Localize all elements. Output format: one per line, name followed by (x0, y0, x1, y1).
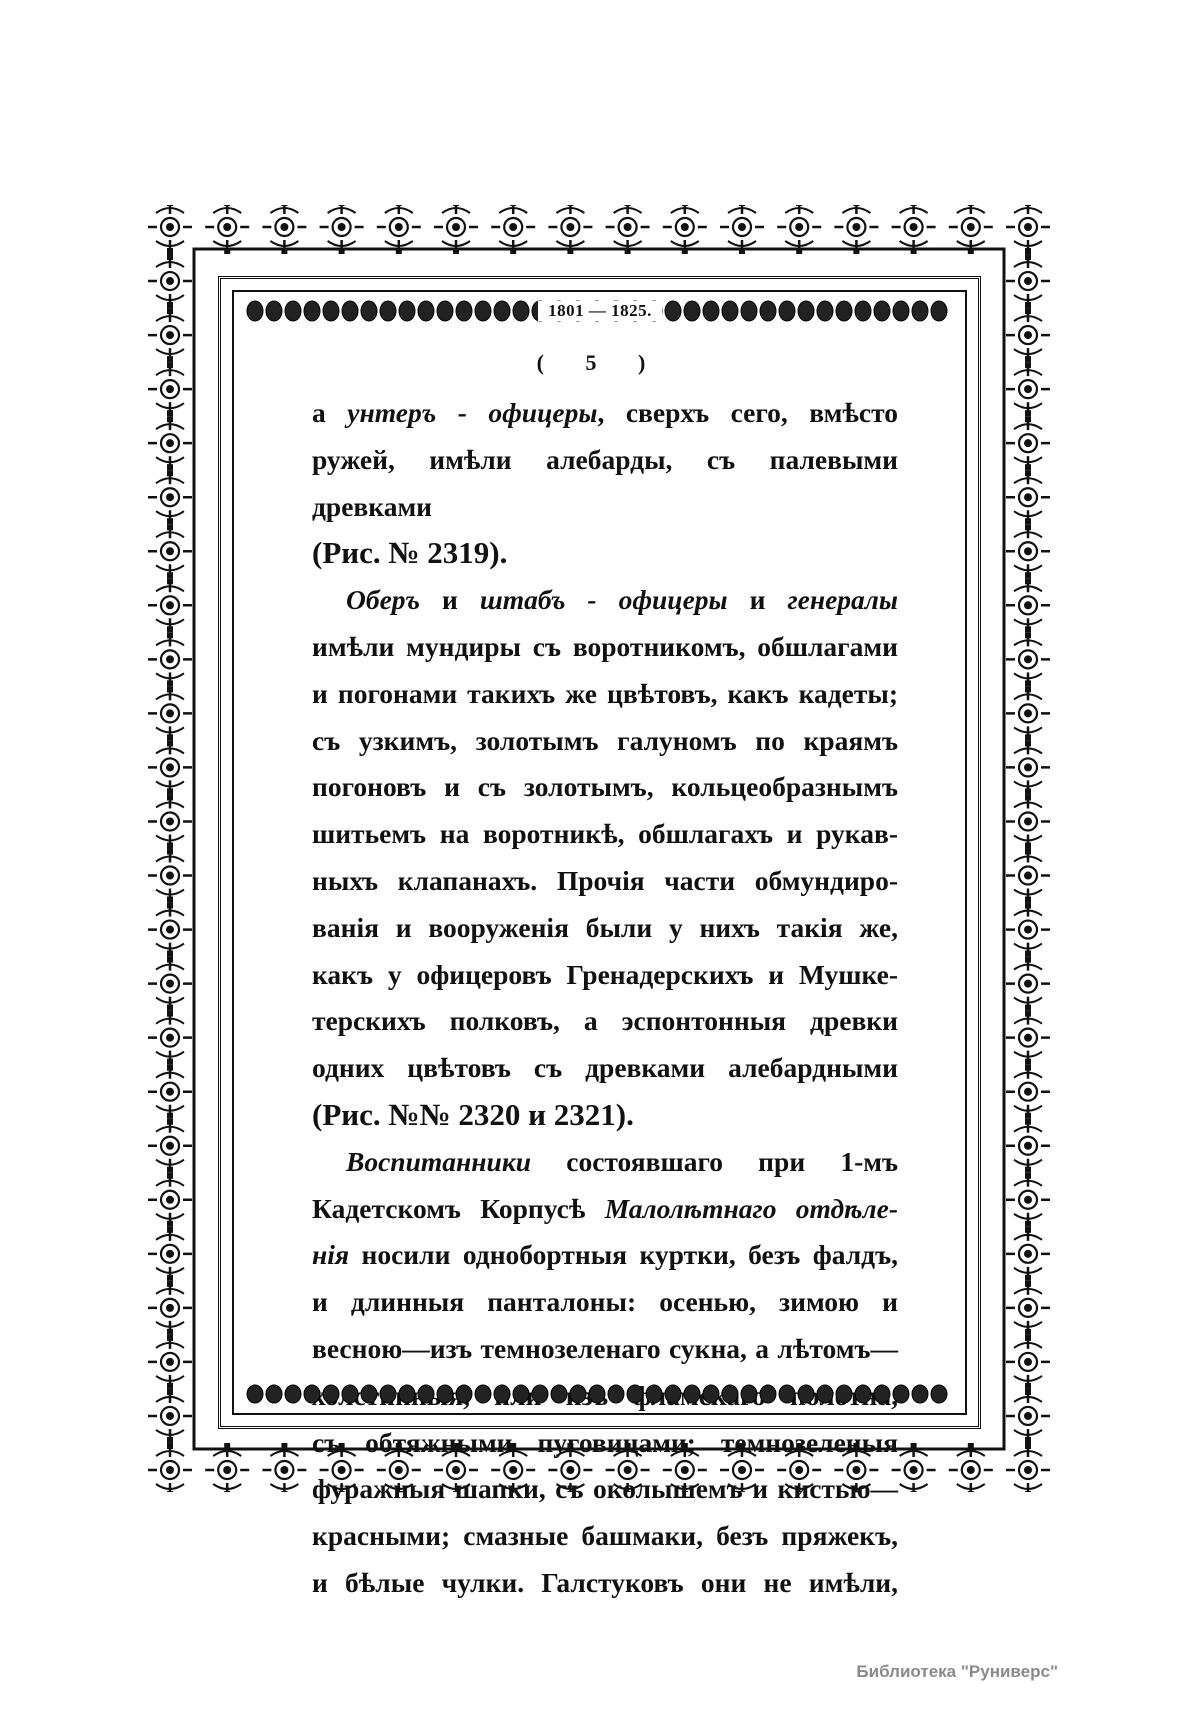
text-run: какъ у офицеровъ Гренадерскихъ и Мушке- (312, 958, 898, 990)
header-band (246, 298, 954, 324)
ornament-motif (148, 1281, 192, 1335)
ornament-motif (148, 1227, 192, 1281)
text-line (312, 1420, 898, 1467)
text-run: шитьемъ на воротникѣ, обшлагахъ и рукав- (312, 818, 898, 850)
text-run: и длинныя панталоны: осенью, зимою и (312, 1286, 898, 1318)
ornament-motif (148, 686, 192, 740)
chain-link (361, 1385, 377, 1403)
ornament-motif (1006, 205, 1050, 254)
chain-link (931, 301, 947, 321)
ornament-motif (148, 578, 192, 632)
ornament-motif (1006, 1443, 1050, 1492)
ornament-motif (320, 205, 364, 254)
chain-link (665, 1385, 681, 1403)
chain-link (342, 1385, 358, 1403)
chain-link (285, 301, 301, 321)
text-line (312, 577, 898, 624)
ornament-motif (1006, 1335, 1050, 1389)
chain-link (893, 1385, 909, 1403)
ornament-motif (148, 903, 192, 957)
ornament-motif (1006, 1011, 1050, 1065)
chain-link (532, 1385, 548, 1403)
text-run: одних цвѣтовъ съ древками алебардными (312, 1052, 898, 1084)
chain-link (418, 1385, 434, 1403)
ornament-motif (720, 205, 764, 254)
chain-link (684, 301, 700, 321)
text-run: погоновъ и съ золотымъ, кольцеобразнымъ (312, 771, 898, 803)
italic-term: штабъ - офицеры (479, 584, 728, 616)
ornament-motif (1006, 1173, 1050, 1227)
ornament-motif (148, 1011, 192, 1065)
ornament-motif (548, 205, 592, 254)
ornament-motif (491, 205, 535, 254)
ornament-motif (949, 205, 993, 254)
text-run: и бѣлые чулки. Галстуковъ они не имѣли, (312, 1566, 898, 1598)
ornament-motif (1006, 1065, 1050, 1119)
text-line (312, 437, 898, 531)
chain-link (513, 1385, 529, 1403)
ornament-motif (148, 470, 192, 524)
ornament-motif (1006, 524, 1050, 578)
ornament-motif (1006, 1281, 1050, 1335)
chain-link (836, 1385, 852, 1403)
chain-link (513, 301, 529, 321)
text-line (312, 390, 898, 437)
ornament-motif (434, 205, 478, 254)
text-run: Кадетскомъ Корпусѣ (312, 1192, 605, 1224)
ornament-motif (148, 1389, 192, 1443)
ornament-motif (148, 957, 192, 1011)
text-line (312, 1560, 898, 1607)
ornament-motif (148, 1065, 192, 1119)
ornament-motif (205, 205, 249, 254)
header-years: 1801 — 1825. (538, 301, 662, 321)
chain-link (380, 1385, 396, 1403)
chain-link (456, 1385, 472, 1403)
chain-link (893, 301, 909, 321)
ornament-motif (148, 849, 192, 903)
chain-link (304, 301, 320, 321)
text-line (312, 1092, 898, 1139)
text-line (312, 811, 898, 858)
chain-link (665, 301, 681, 321)
ornament-motif (148, 794, 192, 848)
chain-link (475, 1385, 491, 1403)
ornament-motif (148, 205, 192, 254)
page-number: ( 5 ) (536, 350, 664, 375)
text-run: изъ (565, 1379, 609, 1411)
text-line (312, 905, 898, 952)
chain-link (779, 1385, 795, 1403)
chain-link (323, 301, 339, 321)
text-run: (Рис. №№ 2320 и 2321). (312, 1096, 634, 1132)
text-run: носили однобортныя куртки, безъ фалдъ, (349, 1239, 898, 1271)
chain-link (304, 1385, 320, 1403)
italic-term: унтеръ - офицеры (347, 397, 598, 428)
library-watermark: Библиотека "Руниверс" (856, 1662, 1058, 1681)
ornament-motif (148, 632, 192, 686)
chain-link (703, 301, 719, 321)
ornament-motif (1006, 578, 1050, 632)
ornament-motif (1006, 957, 1050, 1011)
text-run: съ узкимъ, золотымъ галуномъ по краямъ (312, 724, 898, 756)
text-line (312, 858, 898, 905)
chain-link (912, 1385, 928, 1403)
ornament-motif (148, 1443, 192, 1492)
text-run: красными; смазные башмаки, безъ пряжекъ, (312, 1520, 898, 1552)
chain-link (247, 1385, 263, 1403)
text-line (312, 530, 898, 577)
chain-link (855, 1385, 871, 1403)
chain-link (874, 301, 890, 321)
text-run: и (727, 584, 788, 616)
ornament-motif (1006, 849, 1050, 903)
chain-link (456, 301, 472, 321)
ornament-motif (148, 740, 192, 794)
ornament-motif (834, 205, 878, 254)
ornament-motif (148, 1335, 192, 1389)
chain-link (817, 1385, 833, 1403)
ornament-motif (663, 205, 707, 254)
ornament-motif (1006, 686, 1050, 740)
chain-link (760, 301, 776, 321)
ornament-motif (892, 205, 936, 254)
ornament-motif (777, 205, 821, 254)
chain-link (646, 1385, 662, 1403)
ornament-motif (148, 1173, 192, 1227)
text-line (312, 1326, 898, 1373)
ornament-motif (1006, 254, 1050, 308)
chain-link (760, 1385, 776, 1403)
ornament-motif (1006, 903, 1050, 957)
ornament-motif (148, 254, 192, 308)
chain-link (266, 301, 282, 321)
text-run: (Рис. № 2319). (312, 535, 508, 571)
ornament-motif (1006, 1227, 1050, 1281)
chain-link (418, 301, 434, 321)
text-run: , сверхъ сего, вмѣсто (597, 397, 899, 428)
text-line (312, 1232, 898, 1279)
chain-link (589, 1385, 605, 1403)
italic-term: Оберъ (346, 584, 421, 616)
chain-link (361, 301, 377, 321)
chain-link (741, 301, 757, 321)
italic-term: Воспитанники (346, 1145, 532, 1177)
chain-link (437, 1385, 453, 1403)
chain-link (684, 1385, 700, 1403)
text-line (312, 1186, 898, 1233)
italic-term: генералы (787, 584, 898, 616)
ornament-motif (377, 205, 421, 254)
italic-term: нія (312, 1239, 350, 1271)
chain-link (912, 301, 928, 321)
text-run: а (312, 397, 348, 428)
chain-link (874, 1385, 890, 1403)
chain-link (722, 301, 738, 321)
chain-link (836, 301, 852, 321)
chain-link (266, 1385, 282, 1403)
ornament-motif (148, 1119, 192, 1173)
chain-link (494, 301, 510, 321)
chain-link (722, 1385, 738, 1403)
text-line (312, 1139, 898, 1186)
ornament-motif (262, 205, 306, 254)
ornament-motif (1006, 632, 1050, 686)
chain-link (323, 1385, 339, 1403)
text-run: ныхъ клапанахъ. Прочія части обмундиро- (312, 864, 898, 896)
ornament-motif (606, 205, 650, 254)
text-run: ружей, имѣли алебарды, съ палевыми древками (312, 443, 898, 522)
chain-link (342, 301, 358, 321)
text-line (312, 998, 898, 1045)
text-line (312, 764, 898, 811)
text-line (312, 718, 898, 765)
footer-ornament-chain (246, 1382, 954, 1406)
chain-link (798, 301, 814, 321)
text-line (312, 671, 898, 718)
text-line (312, 1466, 898, 1513)
chain-link (380, 301, 396, 321)
text-run: имѣли мундиры съ воротникомъ, обшлагами (312, 630, 898, 662)
italic-term: Малолѣтнаго отдѣле- (604, 1192, 898, 1224)
chain-link (608, 1385, 624, 1403)
chain-link (703, 1385, 719, 1403)
footer-ornament-band (246, 1382, 954, 1406)
text-line (312, 952, 898, 999)
chain-link (798, 1385, 814, 1403)
chain-link (437, 301, 453, 321)
body-text (312, 390, 898, 1607)
chain-link (399, 301, 415, 321)
ornament-motif (1006, 1119, 1050, 1173)
chain-link (779, 301, 795, 321)
chain-link (285, 1385, 301, 1403)
text-line (312, 1513, 898, 1560)
text-run: и погонами такихъ же цвѣтовъ, какъ кадеты; (312, 677, 898, 709)
text-line (312, 1279, 898, 1326)
chain-link (931, 1385, 947, 1403)
ornament-motif (148, 524, 192, 578)
chain-link (741, 1385, 757, 1403)
ornament-motif (1006, 794, 1050, 848)
ornament-motif (1006, 416, 1050, 470)
ornament-motif (1006, 740, 1050, 794)
text-run: фуражныя шапки, съ околышемъ и кистью— (312, 1473, 898, 1505)
text-line (312, 1045, 898, 1092)
text-run: и (420, 584, 480, 616)
chain-link (475, 301, 491, 321)
text-run: весною—изъ темнозеленаго сукна, а лѣтомъ— (312, 1332, 898, 1364)
chain-link (494, 1385, 510, 1403)
ornament-motif (148, 416, 192, 470)
text-run: ванія и вооруженія были у нихъ такія же, (312, 911, 898, 943)
chain-link (817, 301, 833, 321)
chain-link (627, 1385, 643, 1403)
text-run: съ обтяжными пуговицами; темнозеленыя (312, 1426, 898, 1458)
chain-link (247, 301, 263, 321)
chain-link (570, 1385, 586, 1403)
chain-link (855, 301, 871, 321)
text-run: состоявшаго при 1-мъ (531, 1145, 898, 1177)
chain-link (551, 1385, 567, 1403)
chain-link (399, 1385, 415, 1403)
text-run: терскихъ полковъ, а эспонтонныя древки (312, 1005, 898, 1037)
ornament-motif (1006, 470, 1050, 524)
text-line (312, 624, 898, 671)
ornament-motif (1006, 1389, 1050, 1443)
